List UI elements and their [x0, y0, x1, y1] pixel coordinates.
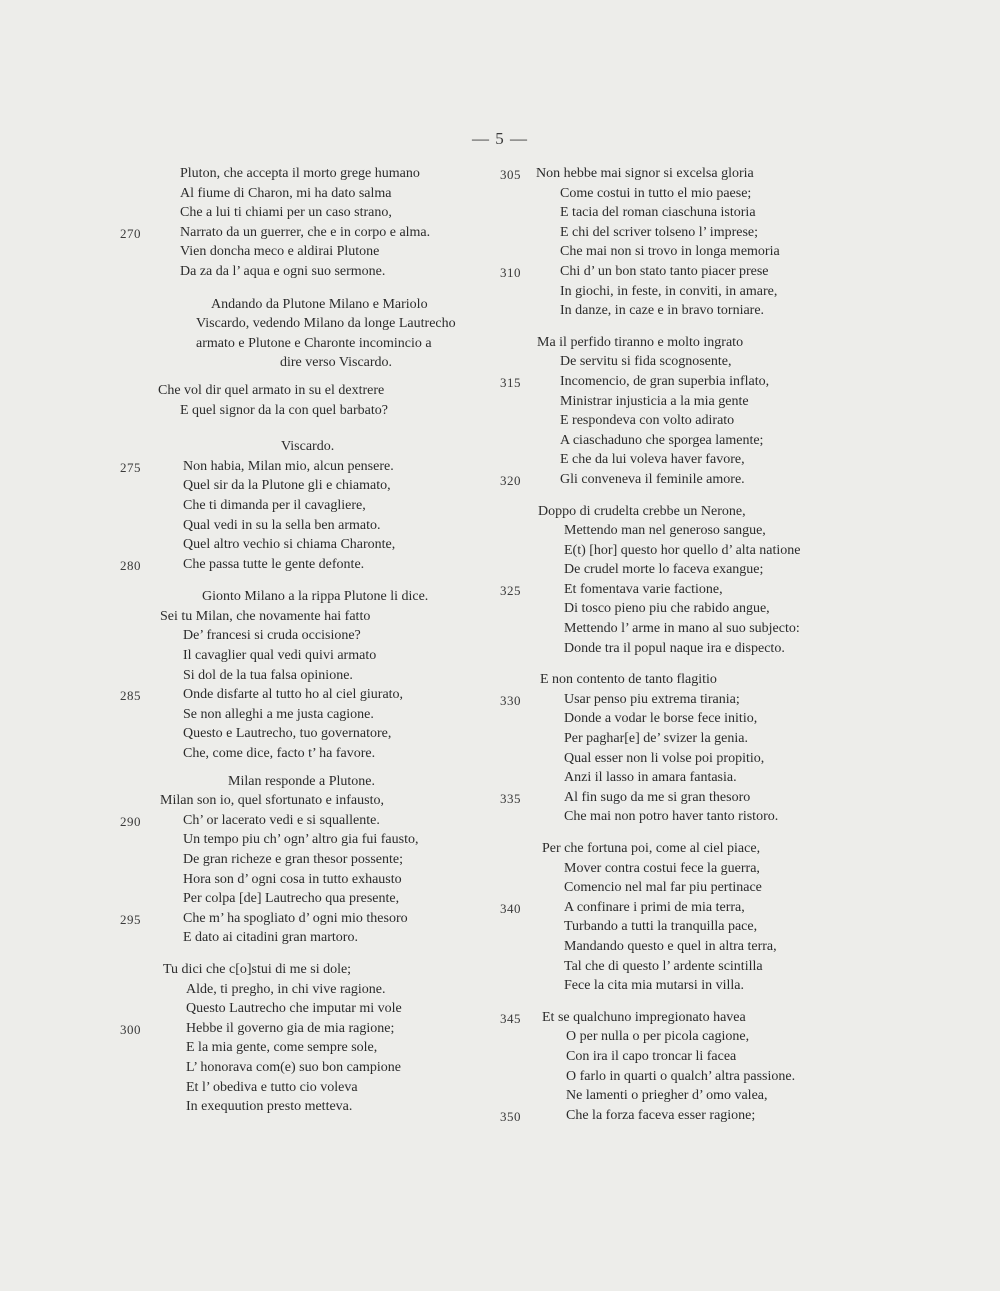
verse-text: E(t) [hor] questo hor quello d’ alta natione — [564, 542, 801, 558]
verse-line — [120, 607, 510, 627]
line-number: 350 — [500, 1108, 521, 1124]
verse-line — [500, 749, 860, 769]
verse-text: Usar penso piu extrema tirania; — [564, 691, 740, 707]
verse-line — [120, 1078, 510, 1098]
verse-line — [120, 314, 510, 334]
verse-line — [120, 626, 510, 646]
verse-line — [120, 1019, 510, 1039]
verse-line — [500, 937, 860, 957]
verse-text: Hora son d’ ogni cosa in tutto exhausto — [183, 871, 402, 887]
verse-text: Al fin sugo da me si gran thesoro — [564, 789, 751, 805]
verse-line — [120, 830, 510, 850]
verse-line — [120, 295, 510, 315]
stanza — [120, 164, 510, 282]
verse-text: Hebbe il governo gia de mia ragione; — [186, 1020, 395, 1036]
verse-text: Milan son io, quel sfortunato e infausto, — [160, 793, 384, 809]
line-number: 300 — [120, 1021, 141, 1037]
verse-text: Che a lui ti chiami per un caso strano, — [180, 205, 392, 221]
verse-text: Per che fortuna poi, come al ciel piace, — [542, 841, 761, 856]
verse-text: Questo Lautrecho che imputar mi vole — [186, 1001, 402, 1017]
stanza — [120, 295, 510, 373]
verse-text: Onde disfarte al tutto ho al ciel giurato, — [183, 687, 404, 703]
verse-line — [120, 666, 510, 686]
stanza — [120, 607, 510, 764]
verse-line — [120, 535, 510, 555]
line-number: 325 — [500, 582, 521, 598]
verse-line — [500, 639, 860, 659]
stanza — [120, 381, 510, 420]
verse-text: In exequution presto metteva. — [186, 1099, 353, 1115]
verse-text: E la mia gente, come sempre sole, — [186, 1040, 378, 1056]
verse-text: Chi d’ un bon stato tanto piacer prese — [560, 263, 769, 279]
verse-text: Viscardo, vedendo Milano da longe Lautrecho — [196, 316, 456, 332]
line-number: 275 — [120, 459, 141, 475]
verse-line — [500, 1067, 860, 1087]
verse-line — [120, 516, 510, 536]
verse-line — [500, 560, 860, 580]
verse-text: Andando da Plutone Milano e Mariolo — [211, 296, 428, 312]
verse-text: Che mai non potro haver tanto ristoro. — [564, 809, 779, 825]
verse-text: Et se qualchuno impregionato havea — [542, 1009, 746, 1025]
verse-line — [500, 619, 860, 639]
verse-text: Ch’ or lacerato vedi e si squallente. — [183, 812, 380, 828]
verse-text: E dato ai citadini gran martoro. — [183, 930, 358, 946]
verse-text: Che mai non si trovo in longa memoria — [560, 244, 780, 260]
verse-line — [120, 437, 510, 457]
verse-line — [500, 878, 860, 898]
stanza — [500, 839, 860, 996]
verse-text: A confinare i primi de mia terra, — [564, 899, 745, 915]
verse-text: Doppo di crudelta crebbe un Nerone, — [538, 503, 746, 519]
line-number: 340 — [500, 900, 521, 916]
verse-line — [500, 1027, 860, 1047]
verse-line — [500, 729, 860, 749]
verse-line — [500, 580, 860, 600]
verse-line — [500, 203, 860, 223]
verse-line — [120, 850, 510, 870]
verse-line — [120, 791, 510, 811]
verse-text: De servitu si fida scognosente, — [560, 354, 732, 370]
right-column — [500, 164, 860, 1125]
verse-line — [500, 541, 860, 561]
verse-line — [500, 352, 860, 372]
stanza — [120, 457, 510, 575]
verse-text: De’ francesi si cruda occisione? — [183, 628, 361, 644]
verse-text: Gionto Milano a la rippa Plutone li dice. — [202, 589, 429, 605]
verse-line — [500, 976, 860, 996]
verse-text: Con ira il capo troncar li facea — [566, 1048, 737, 1064]
verse-line — [120, 262, 510, 282]
verse-text: E non contento de tanto flagitio — [540, 672, 717, 688]
line-number: 330 — [500, 692, 521, 708]
verse-text: Qual esser non li volse poi propitio, — [564, 750, 765, 766]
verse-text: Questo e Lautrecho, tuo governatore, — [183, 726, 392, 742]
verse-line — [120, 646, 510, 666]
line-number: 270 — [120, 225, 141, 241]
verse-line — [120, 928, 510, 948]
verse-text: Non hebbe mai signor si excelsa gloria — [536, 166, 754, 181]
verse-text: Ministrar injusticia a la mia gente — [560, 393, 749, 409]
verse-line — [500, 690, 860, 710]
verse-text: Sei tu Milan, che novamente hai fatto — [160, 608, 371, 624]
verse-line — [500, 450, 860, 470]
verse-line — [500, 807, 860, 827]
line-number: 320 — [500, 472, 521, 488]
verse-text: Mover contra costui fece la guerra, — [564, 860, 760, 876]
verse-text: Mettendo l’ arme in mano al suo subjecto: — [564, 621, 800, 637]
line-number: 290 — [120, 813, 141, 829]
verse-text: Non habia, Milan mio, alcun pensere. — [183, 458, 394, 474]
verse-line — [120, 870, 510, 890]
verse-text: dire verso Viscardo. — [280, 355, 393, 371]
verse-text: Ne lamenti o priegher d’ omo valea, — [566, 1088, 768, 1104]
verse-text: E che da lui voleva haver favore, — [560, 452, 745, 468]
verse-text: Pluton, che accepta il morto grege humano — [180, 166, 420, 181]
verse-text: In danze, in caze e in bravo torniare. — [560, 303, 765, 319]
verse-line — [500, 333, 860, 353]
stanza — [500, 164, 860, 321]
verse-text: Incomencio, de gran superbia inflato, — [560, 373, 770, 389]
verse-text: Di tosco pieno piu che rabido angue, — [564, 601, 770, 617]
verse-text: Un tempo piu ch’ ogn’ altro gia fui fausto, — [183, 832, 419, 848]
verse-text: Quel sir da la Plutone gli e chiamato, — [183, 478, 391, 494]
verse-text: Quel altro vechio si chiama Charonte, — [183, 537, 396, 553]
verse-text: Donde tra il popul naque ira e dispecto. — [564, 640, 785, 656]
stanza — [120, 437, 510, 457]
line-number: 295 — [120, 911, 141, 927]
verse-line — [500, 184, 860, 204]
stanza — [120, 791, 510, 948]
verse-line — [500, 521, 860, 541]
verse-text: In giochi, in feste, in conviti, in amare, — [560, 283, 778, 299]
verse-line — [500, 242, 860, 262]
verse-text: Ma il perfido tiranno e molto ingrato — [537, 334, 744, 350]
verse-line — [500, 301, 860, 321]
line-number: 310 — [500, 264, 521, 280]
verse-text: Turbando a tutti la tranquilla pace, — [564, 919, 758, 935]
verse-line — [120, 476, 510, 496]
line-number: 305 — [500, 167, 521, 182]
verse-line — [500, 898, 860, 918]
verse-line — [120, 772, 510, 792]
verse-line — [120, 242, 510, 262]
verse-line — [120, 1038, 510, 1058]
verse-line — [500, 859, 860, 879]
line-number: 315 — [500, 374, 521, 390]
verse-text: Per colpa [de] Lautrecho qua presente, — [183, 891, 400, 907]
verse-line — [120, 223, 510, 243]
verse-text: Che passa tutte le gente defonte. — [183, 556, 365, 572]
verse-text: O per nulla o per picola cagione, — [566, 1029, 750, 1045]
verse-text: Gli conveneva il feminile amore. — [560, 471, 745, 487]
verse-line — [500, 839, 860, 859]
verse-text: Et l’ obediva e tutto cio voleva — [186, 1079, 358, 1095]
verse-text: Anzi il lasso in amara fantasia. — [564, 770, 737, 786]
verse-text: E tacia del roman ciaschuna istoria — [560, 205, 756, 221]
verse-text: Mettendo man nel generoso sangue, — [564, 523, 766, 539]
verse-text: De crudel morte lo faceva exangue; — [564, 562, 764, 578]
verse-text: Qual vedi in su la sella ben armato. — [183, 517, 381, 533]
left-column — [120, 164, 510, 1117]
verse-line — [120, 496, 510, 516]
verse-line — [500, 262, 860, 282]
verse-line — [500, 372, 860, 392]
verse-text: Et fomentava varie factione, — [564, 581, 723, 597]
verse-line — [120, 999, 510, 1019]
verse-line — [500, 1047, 860, 1067]
verse-line — [120, 685, 510, 705]
line-number: 345 — [500, 1010, 521, 1026]
verse-text: Comencio nel mal far piu pertinace — [564, 880, 762, 896]
verse-line — [500, 392, 860, 412]
verse-text: Che, come dice, facto t’ ha favore. — [183, 746, 376, 762]
stanza — [500, 333, 860, 490]
stanza — [500, 502, 860, 659]
verse-text: L’ honorava com(e) suo bon campione — [186, 1059, 401, 1075]
verse-text: Fece la cita mia mutarsi in villa. — [564, 978, 744, 994]
line-number: 335 — [500, 790, 521, 806]
line-number: 285 — [120, 688, 141, 704]
verse-text: Che m’ ha spogliato d’ ogni mio thesoro — [183, 910, 408, 926]
verse-text: Milan responde a Plutone. — [228, 773, 375, 789]
verse-line — [120, 980, 510, 1000]
verse-line — [500, 223, 860, 243]
verse-line — [500, 788, 860, 808]
verse-text: De gran richeze e gran thesor possente; — [183, 852, 404, 867]
verse-line — [120, 811, 510, 831]
verse-line — [120, 1058, 510, 1078]
verse-line — [120, 960, 510, 980]
verse-text: Da za da l’ aqua e ogni suo sermone. — [180, 263, 386, 279]
verse-text: Come costui in tutto el mio paese; — [560, 185, 752, 201]
verse-text: Mandando questo e quel in altra terra, — [564, 938, 777, 954]
verse-line — [500, 670, 860, 690]
verse-line — [500, 282, 860, 302]
verse-text: Che ti dimanda per il cavagliere, — [183, 497, 366, 513]
verse-text: Se non alleghi a me justa cagione. — [183, 706, 374, 722]
stanza — [500, 670, 860, 827]
verse-line — [120, 555, 510, 575]
verse-line — [500, 599, 860, 619]
verse-line — [120, 1097, 510, 1117]
verse-line — [120, 353, 510, 373]
verse-line — [120, 184, 510, 204]
verse-line — [500, 431, 860, 451]
verse-text: E quel signor da la con quel barbato? — [180, 402, 388, 418]
verse-line — [500, 1008, 860, 1028]
stanza — [120, 587, 510, 607]
verse-line — [500, 957, 860, 977]
verse-text: A ciaschaduno che sporgea lamente; — [560, 432, 764, 448]
verse-text: Per paghar[e] de’ svizer la genia. — [564, 731, 748, 747]
verse-text: Il cavaglier qual vedi quivi armato — [183, 648, 377, 664]
verse-line — [500, 768, 860, 788]
verse-text: Tu dici che c[o]stui di me si dole; — [163, 961, 352, 977]
verse-line — [120, 909, 510, 929]
verse-line — [120, 164, 510, 184]
verse-line — [120, 744, 510, 764]
verse-line — [500, 502, 860, 522]
verse-line — [120, 401, 510, 421]
verse-text: O farlo in quarti o qualch’ altra passione. — [566, 1068, 796, 1084]
verse-line — [120, 381, 510, 401]
verse-text: Donde a vodar le borse fece initio, — [564, 711, 758, 727]
verse-line — [120, 889, 510, 909]
verse-text: Che la forza faceva esser ragione; — [566, 1107, 756, 1123]
verse-line — [500, 917, 860, 937]
verse-line — [500, 164, 860, 184]
verse-line — [120, 334, 510, 354]
verse-text: Che vol dir quel armato in su el dextrere — [158, 382, 385, 398]
verse-text: Narrato da un guerrer, che e in corpo e alma. — [180, 224, 431, 240]
verse-text: Vien doncha meco e aldirai Plutone — [180, 244, 380, 260]
page-number: — 5 — — [472, 129, 528, 148]
verse-line — [500, 411, 860, 431]
stanza — [500, 1008, 860, 1126]
stanza — [120, 960, 510, 1117]
verse-text: Viscardo. — [281, 439, 335, 455]
verse-line — [120, 587, 510, 607]
verse-line — [500, 470, 860, 490]
verse-line — [120, 705, 510, 725]
verse-line — [500, 1106, 860, 1126]
verse-line — [500, 709, 860, 729]
verse-text: E respondeva con volto adirato — [560, 413, 735, 429]
verse-line — [120, 724, 510, 744]
verse-text: Si dol de la tua falsa opinione. — [183, 667, 353, 683]
verse-text: Tal che di questo l’ ardente scintilla — [564, 958, 763, 974]
line-number: 280 — [120, 557, 141, 573]
verse-text: armato e Plutone e Charonte incomincio a — [196, 335, 432, 351]
verse-line — [500, 1086, 860, 1106]
verse-text: E chi del scriver tolseno l’ imprese; — [560, 224, 759, 240]
verse-line — [120, 203, 510, 223]
verse-text: Al fiume di Charon, mi ha dato salma — [180, 185, 392, 201]
verse-text: Alde, ti pregho, in chi vive ragione. — [186, 981, 386, 997]
verse-line — [120, 457, 510, 477]
stanza — [120, 772, 510, 792]
